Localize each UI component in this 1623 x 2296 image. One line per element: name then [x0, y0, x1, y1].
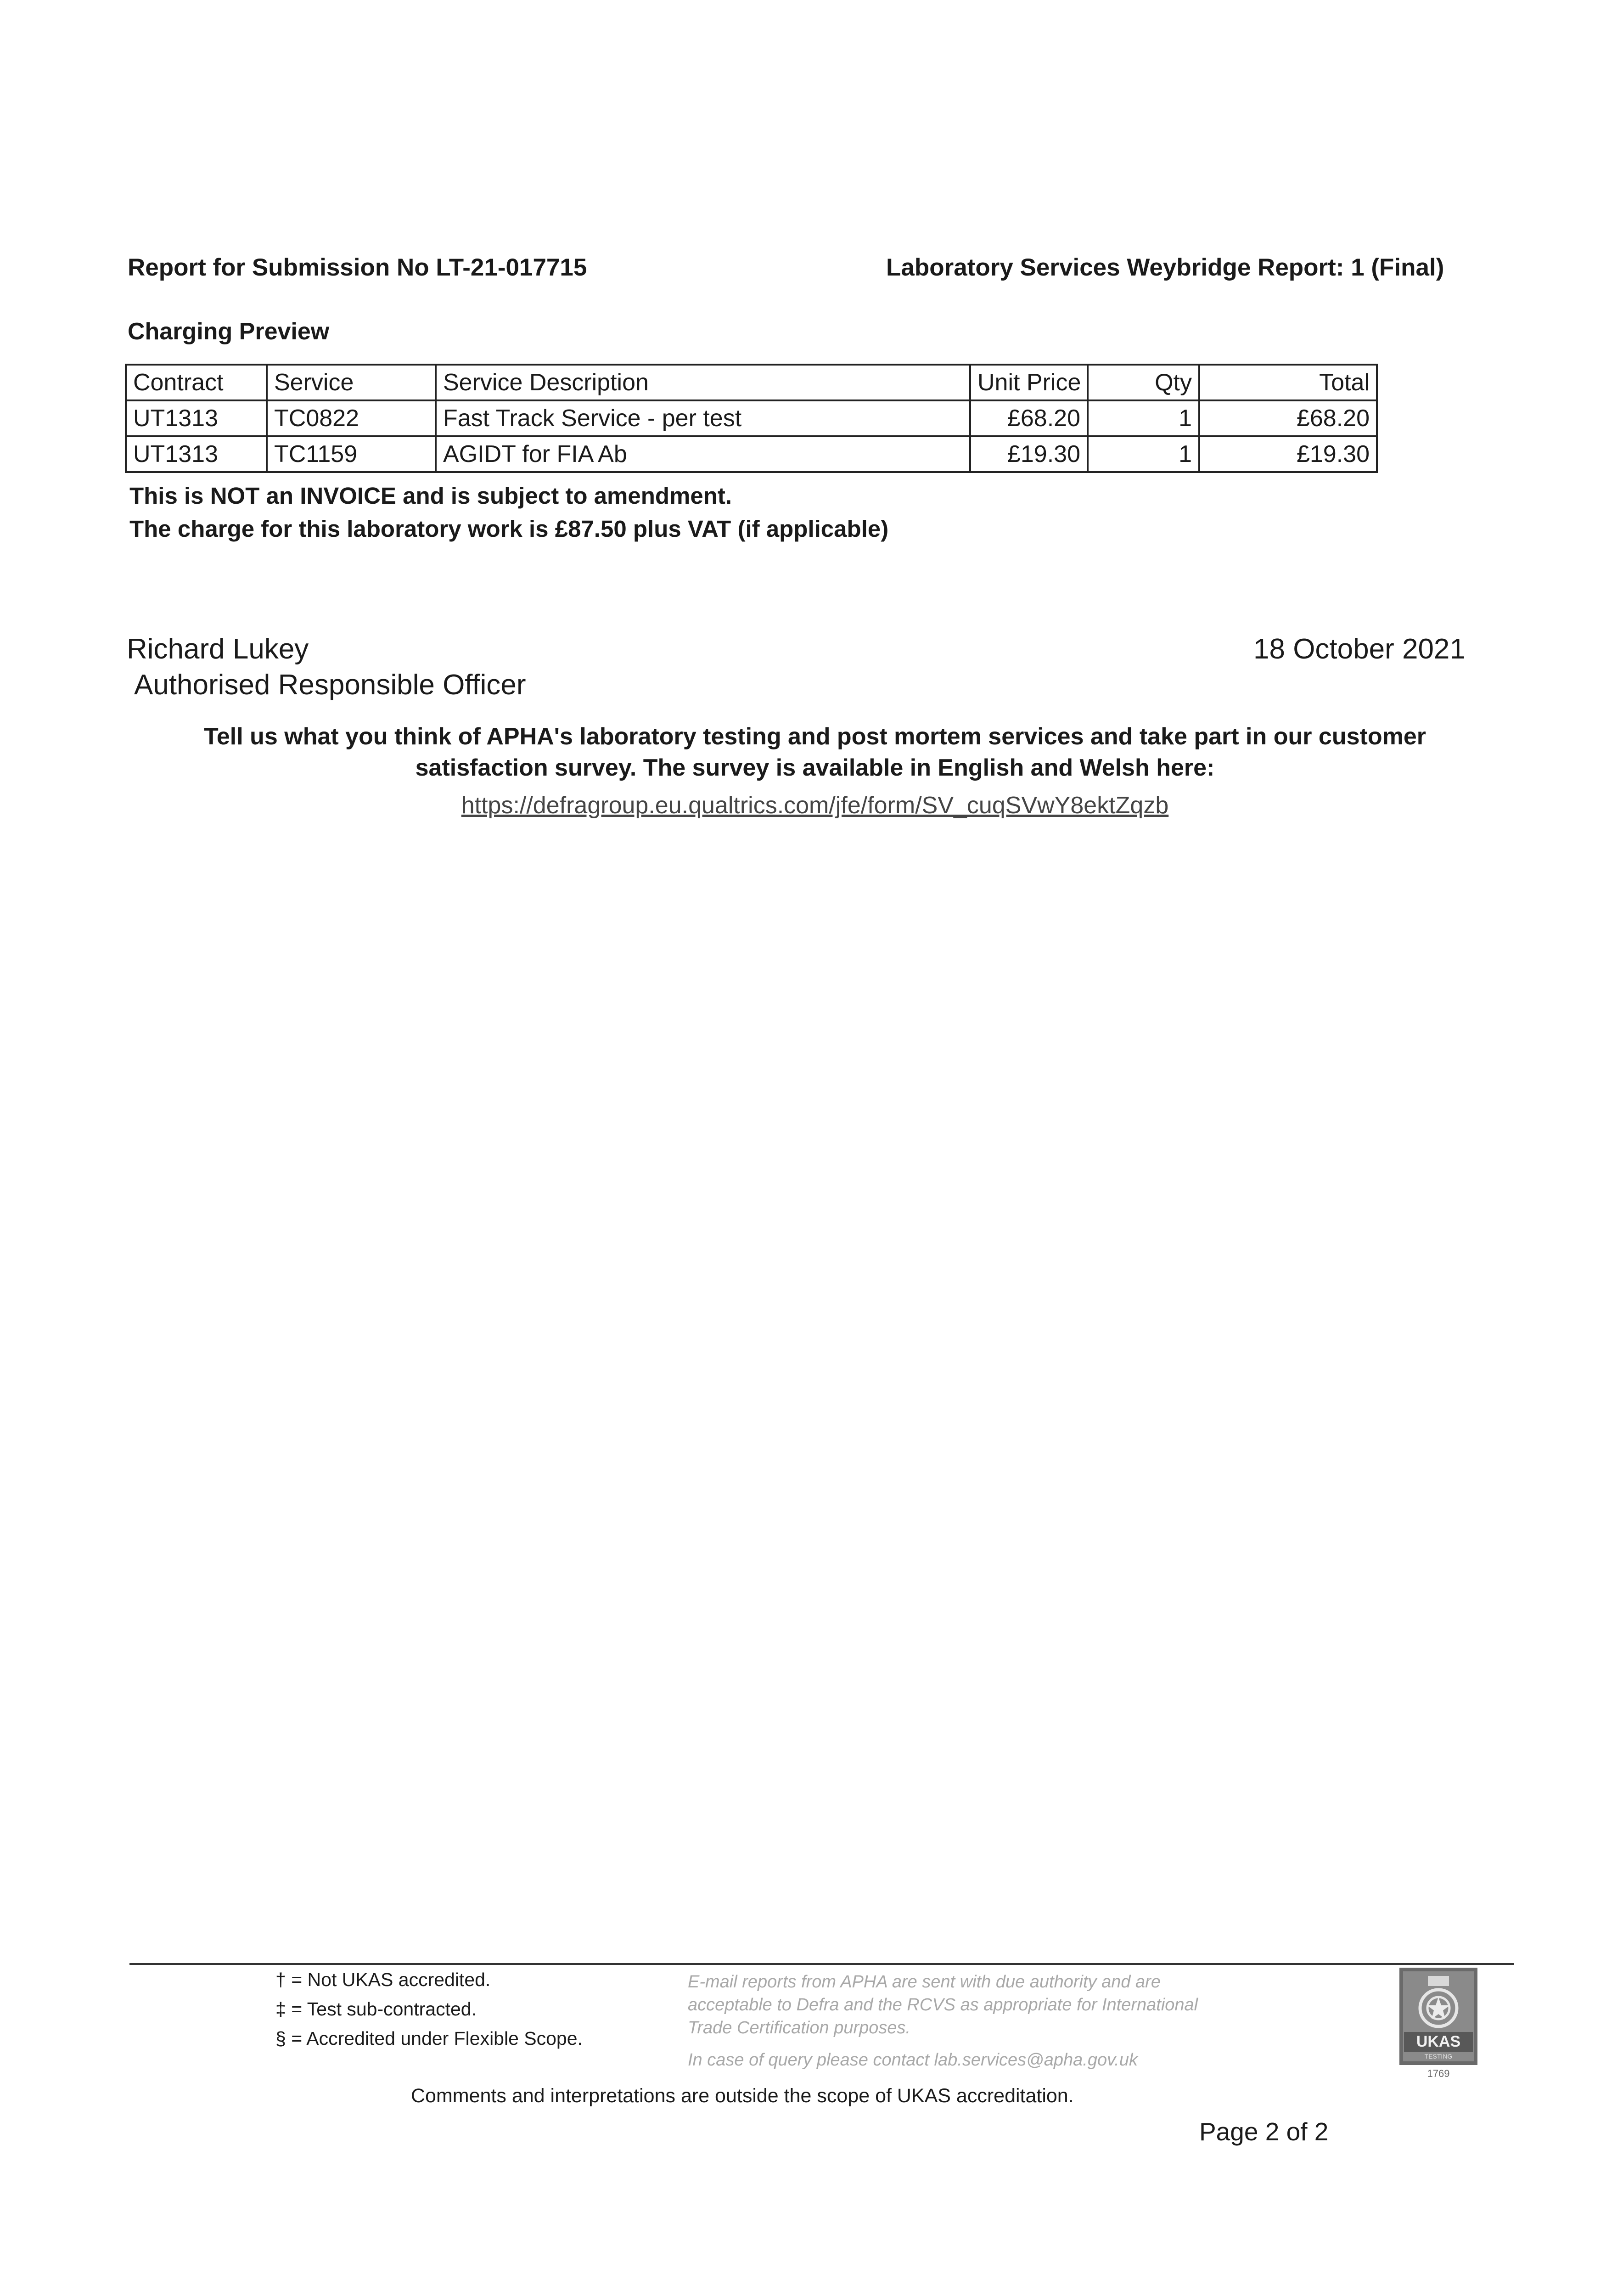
col-description: Service Description: [436, 365, 970, 400]
cell-service: TC1159: [267, 436, 436, 472]
table-row: [126, 436, 1377, 472]
report-date: 18 October 2021: [1253, 633, 1466, 665]
email-note-line: acceptable to Defra and the RCVS as appropriate for International: [688, 1995, 1198, 2015]
charge-total-notice: The charge for this laboratory work is £87.50 plus VAT (if applicable): [129, 516, 889, 542]
footer-divider: [129, 1963, 1514, 1965]
cell-unit-price: £19.30: [970, 436, 1088, 472]
ukas-number: 1769: [1427, 2068, 1450, 2079]
cell-unit-price: £68.20: [970, 400, 1088, 436]
page-number: Page 2 of 2: [1199, 2117, 1329, 2146]
cell-total: £68.20: [1199, 400, 1377, 436]
legend-flexible-scope: § = Accredited under Flexible Scope.: [275, 2028, 583, 2049]
cell-description: Fast Track Service - per test: [436, 400, 970, 436]
ukas-logo-sub: TESTING: [1424, 2053, 1453, 2060]
cell-contract: UT1313: [126, 436, 267, 472]
report-lab-title: Laboratory Services Weybridge Report: 1 (Final): [886, 254, 1444, 281]
ukas-scope-note: Comments and interpretations are outside the scope of UKAS accreditation.: [411, 2085, 1074, 2107]
charging-table: [125, 364, 1378, 473]
survey-link[interactable]: https://defragroup.eu.qualtrics.com/jfe/form/SV_cuqSVwY8ektZqzb: [461, 792, 1169, 819]
table-header-row: [126, 365, 1377, 400]
cell-service: TC0822: [267, 400, 436, 436]
col-service: Service: [267, 365, 436, 400]
report-submission-title: Report for Submission No LT-21-017715: [128, 254, 587, 281]
col-qty: Qty: [1088, 365, 1199, 400]
survey-line-1: Tell us what you think of APHA's laboratory testing and post mortem services and take part in our customer: [203, 723, 1426, 750]
col-unit-price: Unit Price: [970, 365, 1088, 400]
col-contract: Contract: [126, 365, 267, 400]
cell-qty: 1: [1088, 400, 1199, 436]
col-total: Total: [1199, 365, 1377, 400]
survey-invitation: [138, 721, 1492, 783]
not-invoice-notice: This is NOT an INVOICE and is subject to amendment.: [129, 483, 732, 509]
cell-qty: 1: [1088, 436, 1199, 472]
ukas-logo-icon: [1399, 1968, 1477, 2065]
survey-line-2: satisfaction survey. The survey is available in English and Welsh here:: [415, 754, 1215, 781]
signatory-role: Authorised Responsible Officer: [134, 669, 526, 701]
charging-preview-heading: Charging Preview: [128, 318, 330, 345]
legend-sub-contracted: ‡ = Test sub-contracted.: [275, 1998, 477, 2020]
signatory-name: Richard Lukey: [127, 633, 309, 665]
cell-contract: UT1313: [126, 400, 267, 436]
email-note-line: Trade Certification purposes.: [688, 2018, 911, 2037]
table-row: [126, 400, 1377, 436]
ukas-logo-label: UKAS: [1416, 2033, 1461, 2050]
legend-not-accredited: † = Not UKAS accredited.: [275, 1969, 491, 1990]
email-contact-line: In case of query please contact lab.services@apha.gov.uk: [688, 2050, 1138, 2070]
cell-total: £19.30: [1199, 436, 1377, 472]
email-note-line: E-mail reports from APHA are sent with due authority and are: [688, 1972, 1161, 1992]
cell-description: AGIDT for FIA Ab: [436, 436, 970, 472]
